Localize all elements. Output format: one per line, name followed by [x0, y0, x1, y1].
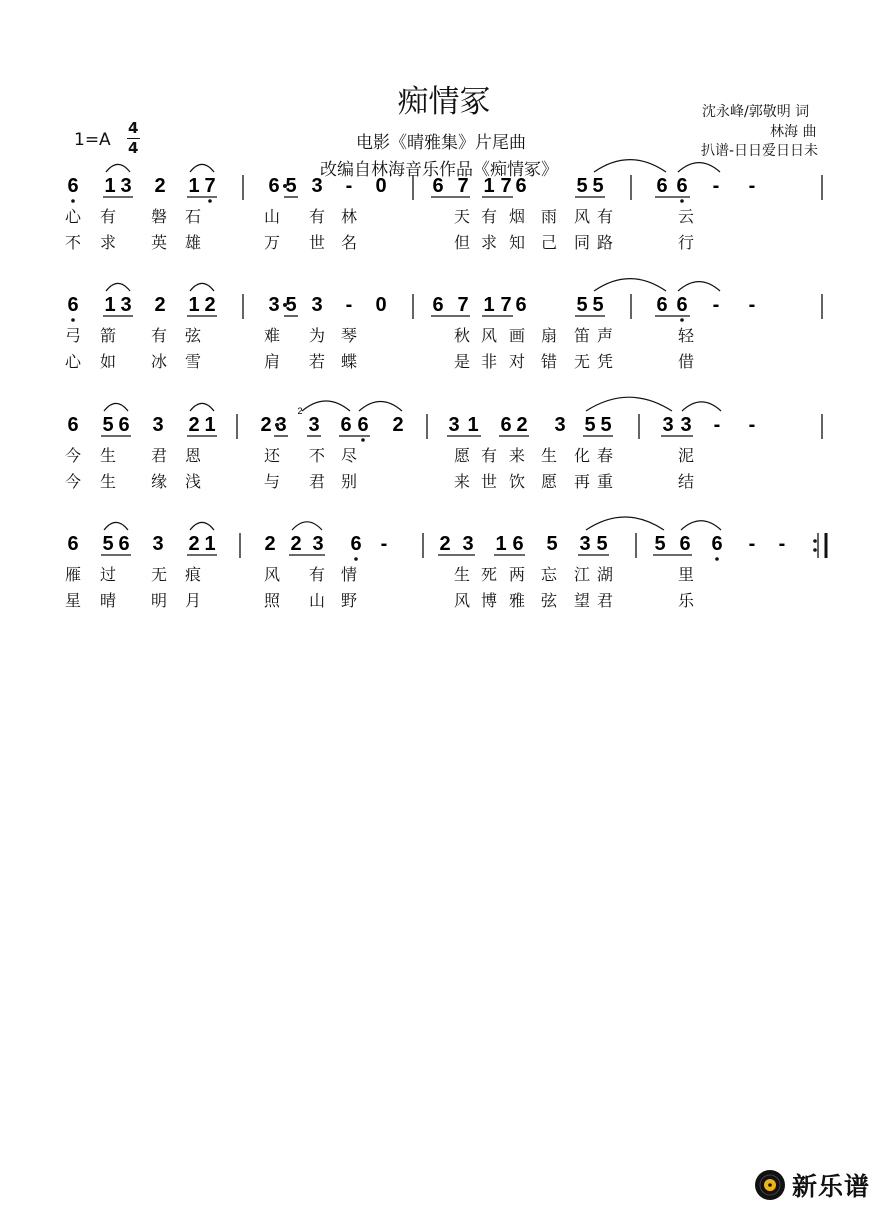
- lyric-char: 明: [151, 591, 168, 610]
- note: 6: [656, 175, 668, 197]
- note: 1: [495, 533, 507, 555]
- lyric-char: 饮: [509, 472, 526, 491]
- note: -: [748, 533, 756, 555]
- lyric-char: 重: [597, 472, 614, 491]
- lyric-char: 风: [454, 591, 471, 610]
- octave-dot-below: [208, 199, 212, 203]
- lyric-char: 难: [264, 326, 281, 345]
- lyric-char: 里: [678, 565, 695, 584]
- note: 2: [204, 294, 216, 316]
- lyric-char: 画: [509, 326, 526, 345]
- lyric-char: 世: [309, 233, 326, 252]
- lyric-char: 有: [100, 207, 117, 226]
- lyric-char: 愿: [454, 446, 471, 465]
- note: 1: [204, 414, 216, 436]
- note: 3: [579, 533, 591, 555]
- lyric-char: 箭: [100, 326, 117, 345]
- note: 6: [676, 294, 688, 316]
- transcriber-credit: 扒谱-日日爱日日未: [701, 143, 819, 159]
- octave-dot-below: [361, 438, 365, 442]
- note: 6: [67, 175, 79, 197]
- lyric-char: 英: [151, 233, 168, 252]
- octave-dot-below: [354, 557, 358, 561]
- lyric-char: 有: [597, 207, 614, 226]
- lyric-char: 愿: [541, 472, 558, 491]
- lyric-char: 笛: [574, 326, 591, 345]
- note: 2: [516, 414, 528, 436]
- slur: [106, 283, 130, 291]
- note: 1: [188, 175, 200, 197]
- lyric-char: 知: [509, 233, 526, 252]
- note: 0: [375, 175, 387, 197]
- note: 5: [285, 294, 297, 316]
- lyric-char: 君: [309, 472, 326, 491]
- lyric-char: 路: [597, 233, 614, 252]
- lyric-char: 同: [574, 233, 591, 252]
- song-subtitle: 电影《晴雅集》片尾曲: [356, 133, 526, 153]
- note: 2: [264, 533, 276, 555]
- note: 1: [104, 294, 116, 316]
- note: 3: [275, 414, 287, 436]
- vinyl-record-icon: [754, 1169, 786, 1201]
- note: 7: [204, 175, 216, 197]
- lyric-char: 有: [309, 565, 326, 584]
- slur: [190, 522, 214, 530]
- slur: [678, 163, 720, 172]
- slur: [359, 402, 402, 412]
- lyric-char: 望: [574, 591, 591, 610]
- note: 5: [596, 533, 608, 555]
- lyric-char: 石: [185, 207, 202, 226]
- note: -: [713, 414, 721, 436]
- lyric-char: 有: [481, 446, 498, 465]
- site-logo: [754, 1167, 870, 1203]
- note: -: [345, 294, 353, 316]
- note: 6: [118, 414, 130, 436]
- lyric-char: 别: [341, 472, 358, 491]
- note: 3: [120, 175, 132, 197]
- note: 6: [67, 294, 79, 316]
- note: -: [712, 175, 720, 197]
- note: -: [748, 175, 756, 197]
- note: 6: [67, 414, 79, 436]
- lyric-char: 是: [454, 352, 471, 371]
- lyric-char: 磐: [151, 207, 168, 226]
- note: 3: [311, 294, 323, 316]
- lyric-char: 死: [481, 565, 498, 584]
- lyric-char: 声: [597, 326, 614, 345]
- lyric-char: 不: [309, 446, 326, 465]
- lyric-char: 两: [509, 565, 526, 584]
- lyric-char: 恩: [185, 446, 202, 465]
- octave-dot-below: [71, 199, 75, 203]
- note: 3: [662, 414, 674, 436]
- note: 5: [102, 533, 114, 555]
- note: 6: [340, 414, 352, 436]
- lyric-char: 扇: [541, 326, 558, 345]
- note: 6: [679, 533, 691, 555]
- note: 1: [188, 294, 200, 316]
- lyric-char: 山: [264, 207, 281, 226]
- lyric-char: 雄: [185, 233, 202, 252]
- lyric-char: 君: [597, 591, 614, 610]
- lyric-char: 晴: [100, 591, 117, 610]
- note: 2: [154, 294, 166, 316]
- slur: [104, 522, 128, 530]
- note: 6: [350, 533, 362, 555]
- note: -: [748, 294, 756, 316]
- slur: [678, 282, 720, 291]
- note: 6: [118, 533, 130, 555]
- note: 1: [104, 175, 116, 197]
- lyric-char: 过: [100, 565, 117, 584]
- repeat-dot: [813, 548, 817, 552]
- lyric-char: 君: [151, 446, 168, 465]
- lyric-char: 星: [65, 591, 82, 610]
- note: -: [778, 533, 786, 555]
- lyric-char: 不: [65, 233, 82, 252]
- slur: [104, 403, 128, 411]
- lyric-char: 结: [678, 472, 695, 491]
- lyric-char: 求: [481, 233, 498, 252]
- lyric-char: 情: [341, 565, 358, 584]
- lyric-char: 湖: [597, 565, 614, 584]
- note: 6: [432, 294, 444, 316]
- lyric-char: 弦: [185, 326, 202, 345]
- note: 5: [546, 533, 558, 555]
- lyric-char: 雪: [185, 352, 202, 371]
- lyric-char: 名: [341, 233, 358, 252]
- slur: [190, 283, 214, 291]
- note: 3: [308, 414, 320, 436]
- note: 2: [439, 533, 451, 555]
- lyric-char: 生: [100, 446, 117, 465]
- lyric-char: 心: [65, 352, 82, 371]
- note: 1: [204, 533, 216, 555]
- note: 1: [483, 294, 495, 316]
- slur: [106, 164, 130, 172]
- note: 6: [711, 533, 723, 555]
- lyric-char: 缘: [151, 472, 168, 491]
- lyric-char: 行: [678, 233, 695, 252]
- lyric-char: 风: [481, 326, 498, 345]
- lyric-char: 为: [309, 326, 326, 345]
- logo-text: 新乐谱: [791, 1172, 870, 1201]
- lyric-char: 冰: [151, 352, 168, 371]
- lyric-char: 月: [185, 591, 202, 610]
- lyric-char: 还: [264, 446, 281, 465]
- note: 5: [102, 414, 114, 436]
- lyric-char: 雅: [509, 591, 526, 610]
- note: 5: [285, 175, 297, 197]
- source-note: 改编自林海音乐作品《痴情冢》: [320, 160, 558, 180]
- lyric-char: 林: [341, 207, 358, 226]
- slur: [586, 397, 672, 411]
- repeat-dot: [813, 539, 817, 543]
- note: 6: [512, 533, 524, 555]
- lyric-char: 博: [481, 591, 498, 610]
- octave-dot-below: [715, 557, 719, 561]
- slur: [302, 401, 350, 411]
- slur: [190, 164, 214, 172]
- note: 3: [311, 175, 323, 197]
- lyric-char: 云: [678, 207, 695, 226]
- lyric-char: 泥: [678, 446, 695, 465]
- note: 6: [515, 294, 527, 316]
- lyric-char: 琴: [341, 326, 358, 345]
- lyric-char: 有: [481, 207, 498, 226]
- lyric-char: 无: [151, 565, 168, 584]
- lyric-char: 浅: [185, 472, 202, 491]
- note: -: [712, 294, 720, 316]
- slur: [594, 160, 666, 172]
- lyric-char: 烟: [509, 207, 526, 226]
- note: 3: [120, 294, 132, 316]
- octave-dot-below: [71, 318, 75, 322]
- lyric-char: 凭: [597, 352, 614, 371]
- lyric-char: 风: [264, 565, 281, 584]
- lyric-char: 错: [541, 352, 558, 371]
- lyric-char: 生: [100, 472, 117, 491]
- slur: [682, 402, 721, 411]
- note: 7: [457, 175, 469, 197]
- note: 3: [312, 533, 324, 555]
- note: -: [345, 175, 353, 197]
- lyric-char: 今: [65, 446, 82, 465]
- note: 6: [432, 175, 444, 197]
- lyric-char: 再: [574, 472, 591, 491]
- note: 5: [654, 533, 666, 555]
- note: 6: [500, 414, 512, 436]
- note: 2: [260, 414, 272, 436]
- lyric-char: 若: [309, 352, 326, 371]
- lyricist-credit: 沈永峰/郭敬明 词: [702, 104, 810, 120]
- note: 5: [576, 294, 588, 316]
- lyric-char: 无: [574, 352, 591, 371]
- note: 6: [67, 533, 79, 555]
- octave-dot-below: [680, 199, 684, 203]
- note: -: [748, 414, 756, 436]
- slur: [190, 403, 214, 411]
- note: 6: [515, 175, 527, 197]
- octave-dot-below: [680, 318, 684, 322]
- lyric-char: 心: [65, 207, 82, 226]
- lyric-char: 但: [454, 233, 471, 252]
- lyric-char: 生: [454, 565, 471, 584]
- note: 5: [592, 175, 604, 197]
- lyric-char: 轻: [678, 326, 695, 345]
- slur: [681, 521, 721, 530]
- lyric-char: 弓: [65, 326, 82, 345]
- lyric-char: 尽: [341, 446, 358, 465]
- slur: [292, 522, 322, 530]
- key-signature: 1=A: [74, 130, 111, 150]
- lyric-char: 雨: [541, 207, 558, 226]
- lyric-char: 对: [509, 352, 526, 371]
- lyric-char: 世: [481, 472, 498, 491]
- lyric-char: 有: [151, 326, 168, 345]
- lyric-char: 生: [541, 446, 558, 465]
- lyric-char: 与: [264, 472, 281, 491]
- lyric-char: 风: [574, 207, 591, 226]
- note: 0: [375, 294, 387, 316]
- lyric-char: 借: [678, 352, 695, 371]
- lyric-char: 雁: [65, 565, 82, 584]
- lyric-char: 乐: [678, 591, 695, 610]
- note: -: [380, 533, 388, 555]
- lyric-char: 天: [454, 207, 471, 226]
- lyric-char: 非: [481, 352, 498, 371]
- note: 2: [188, 533, 200, 555]
- note: 6: [656, 294, 668, 316]
- lyric-char: 肩: [264, 352, 281, 371]
- note: 5: [584, 414, 596, 436]
- note: 3: [462, 533, 474, 555]
- grace-note: 2: [297, 406, 303, 416]
- lyric-char: 如: [100, 352, 117, 371]
- note: 3: [152, 414, 164, 436]
- lyric-char: 弦: [541, 591, 558, 610]
- note: 2: [392, 414, 404, 436]
- note: 1: [483, 175, 495, 197]
- note: 2: [290, 533, 302, 555]
- lyric-char: 万: [264, 233, 281, 252]
- lyric-char: 痕: [185, 565, 202, 584]
- time-signature-bottom: 4: [128, 139, 139, 157]
- song-title: 痴情冢: [397, 84, 491, 120]
- lyric-char: 野: [341, 591, 358, 610]
- note: 1: [467, 414, 479, 436]
- note: 7: [500, 294, 512, 316]
- note: 3: [268, 294, 280, 316]
- lyric-char: 照: [264, 591, 281, 610]
- note: 2: [188, 414, 200, 436]
- slur: [586, 517, 664, 530]
- note: 6: [357, 414, 369, 436]
- note: 5: [576, 175, 588, 197]
- note: 5: [592, 294, 604, 316]
- note: 7: [500, 175, 512, 197]
- time-signature-top: 4: [128, 119, 139, 137]
- composer-credit: 林海 曲: [770, 124, 817, 140]
- lyric-char: 江: [574, 565, 591, 584]
- lyric-char: 己: [541, 233, 558, 252]
- lyric-char: 求: [100, 233, 117, 252]
- note: 7: [457, 294, 469, 316]
- note: 3: [554, 414, 566, 436]
- lyric-char: 秋: [454, 326, 471, 345]
- note: 3: [152, 533, 164, 555]
- lyric-char: 化: [574, 446, 591, 465]
- lyric-char: 有: [309, 207, 326, 226]
- lyric-char: 春: [597, 446, 614, 465]
- lyric-char: 来: [454, 472, 471, 491]
- note: 6: [268, 175, 280, 197]
- note: 3: [448, 414, 460, 436]
- lyric-char: 蝶: [341, 352, 358, 371]
- lyric-char: 山: [309, 591, 326, 610]
- lyric-char: 今: [65, 472, 82, 491]
- lyric-char: 忘: [541, 565, 558, 584]
- note: 3: [680, 414, 692, 436]
- slur: [594, 279, 666, 291]
- note: 2: [154, 175, 166, 197]
- lyric-char: 来: [509, 446, 526, 465]
- note: 6: [676, 175, 688, 197]
- note: 5: [600, 414, 612, 436]
